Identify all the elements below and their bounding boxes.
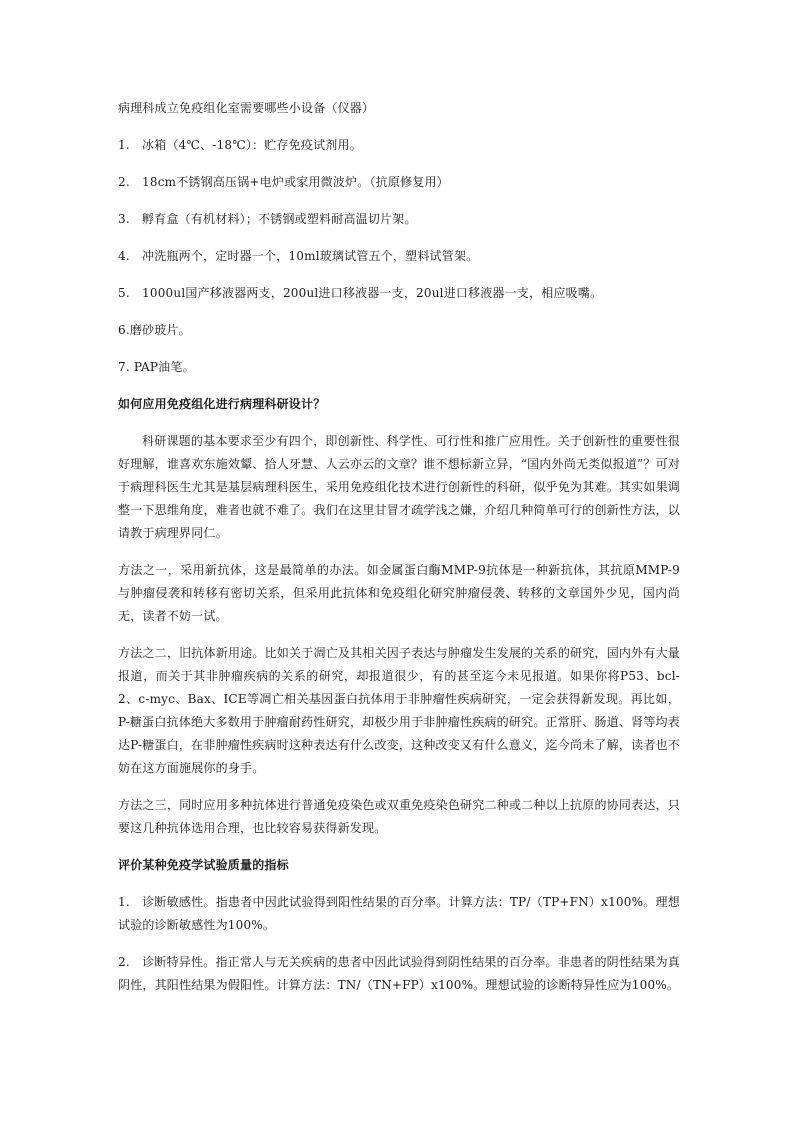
document-page [118, 97, 680, 1011]
quality-metrics-heading: 评价某种免疫学试验质量的指标 [118, 858, 289, 872]
sensitivity-paragraph: 1. 诊断敏感性。指患者中因此试验得到阳性结果的百分率。计算方法：TP/（TP+FN）x100%。理想试验的诊断敏感性为100%。 [118, 895, 680, 932]
method-3-paragraph: 方法之三，同时应用多种抗体进行普通免疫染色或双重免疫染色研究二种或二种以上抗原的协同表达，只要这几种抗体选用合理，也比较容易获得新发现。 [118, 798, 680, 835]
method-2-paragraph: 方法之二，旧抗体新用途。比如关于凋亡及其相关因子表达与肿瘤发生发展的关系的研究，国内外有大量报道，而关于其非肿瘤疾病的关系的研究，却报道很少，有的甚至迄今未见报道。如果你将P53、bcl-2、c-myc、Bax、ICE等凋亡相关基因蛋白抗体用于非肿瘤性疾病研究，一定会获得新发现。再比如，P-糖蛋白抗体绝大多数用于肿瘤耐药性研究，却极少用于非肿瘤性疾病的研究。正常肝、肠道、肾等均表达P-糖蛋白，在非肿瘤性疾病时这种表达有什么改变，这种改变又有什么意义，迄今尚未了解，读者也不妨在这方面施展你的身手。 [118, 646, 680, 775]
equipment-item-5: 5. 1000ul国产移液器两支，200ul进口移液器一支，20ul进口移液器一支，相应吸嘴。 [118, 286, 603, 300]
specificity-paragraph: 2. 诊断特异性。指正常人与无关疾病的患者中因此试验得到阴性结果的百分率。非患者的阴性结果为真阴性，其阳性结果为假阳性。计算方法：TN/（TN+FP）x100%。理想试验的诊断特异性应为100%。 [118, 955, 680, 992]
research-intro-paragraph: 科研课题的基本要求至少有四个，即创新性、科学性、可行性和推广应用性。关于创新性的重要性很好理解，谁喜欢东施效颦、拾人牙慧、人云亦云的文章？谁不想标新立异，“国内外尚无类似报道”？可对于病理科医生尤其是基层病理科医生，采用免疫组化技术进行创新性的科研，似乎免为其难。其实如果调整一下思维角度，难者也就不难了。我们在这里甘冒才疏学浅之嫌，介绍几种简单可行的创新性方法，以请教于病理界同仁。 [118, 434, 680, 540]
equipment-item-1: 1. 冰箱（4℃、-18℃）：贮存免疫试剂用。 [118, 138, 362, 152]
equipment-item-3: 3. 孵育盒（有机材料）；不锈钢或塑料耐高温切片架。 [118, 212, 417, 226]
equipment-title: 病理科成立免疫组化室需要哪些小设备（仪器） [118, 101, 375, 115]
equipment-item-7: 7. PAP油笔。 [118, 360, 195, 374]
equipment-item-6: 6.磨砂玻片。 [118, 323, 191, 337]
method-1-paragraph: 方法之一，采用新抗体，这是最简单的办法。如金属蛋白酶MMP-9抗体是一种新抗体，其抗原MMP-9与肿瘤侵袭和转移有密切关系，但采用此抗体和免疫组化研究肿瘤侵袭、转移的文章国外少见，国内尚无，读者不妨一试。 [118, 563, 680, 623]
equipment-item-2: 2. 18cm不锈钢高压锅+电炉或家用微波炉。（抗原修复用） [118, 175, 449, 189]
research-design-heading: 如何应用免疫组化进行病理科研设计？ [118, 397, 326, 411]
equipment-item-4: 4. 冲洗瓶两个，定时器一个，10ml玻璃试管五个，塑料试管架。 [118, 249, 479, 263]
